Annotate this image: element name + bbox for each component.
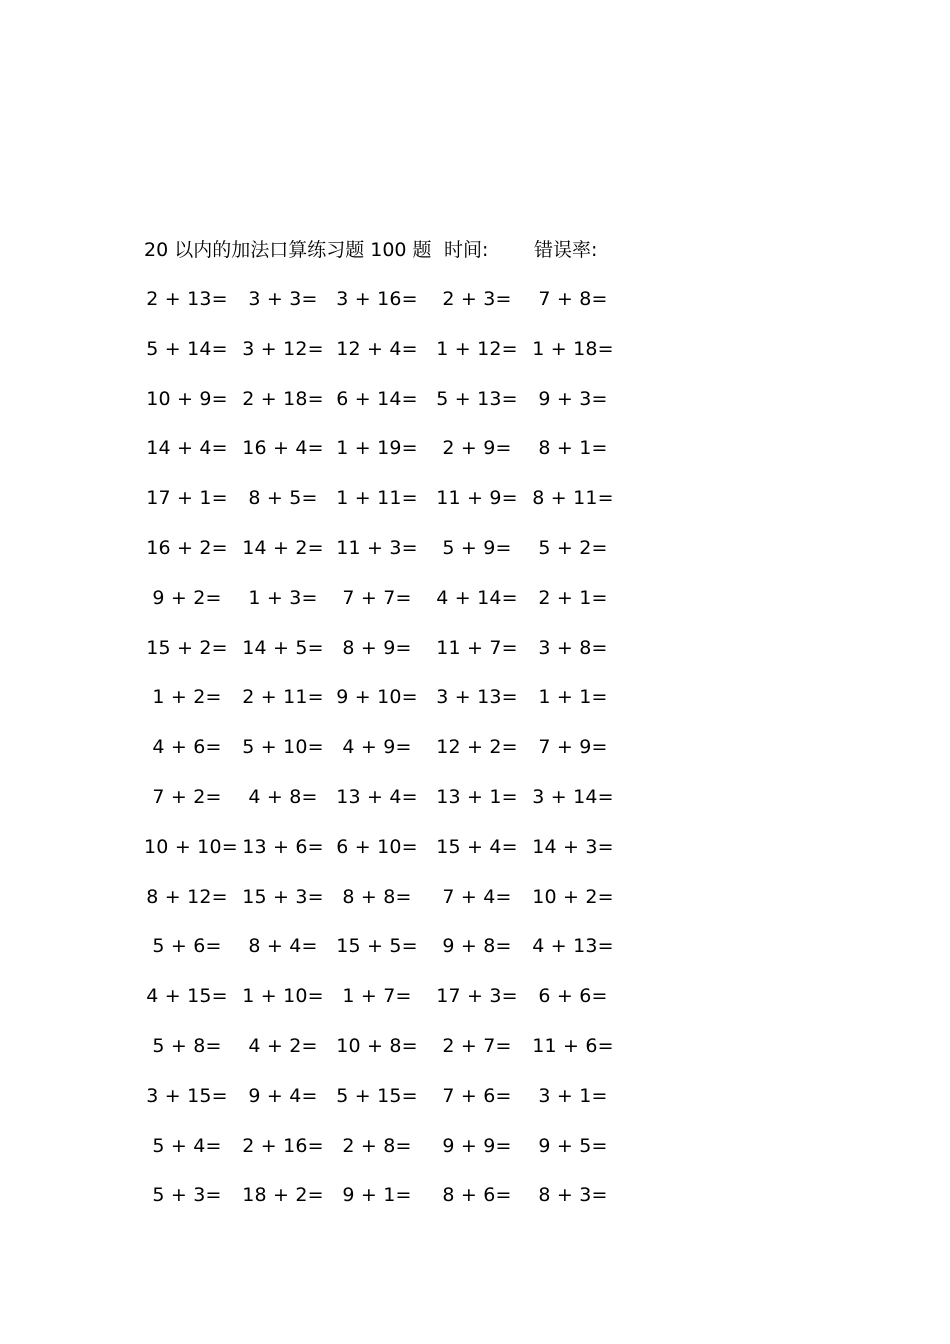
problem-item: 1 + 7= [342,985,412,1008]
problem-item: 15 + 5= [336,935,418,958]
problem-item: 14 + 3= [532,835,614,858]
problem-item: 6 + 14= [336,387,418,410]
problem-item: 1 + 19= [336,437,418,460]
problem-item: 5 + 10= [242,736,324,759]
problem-item: 1 + 18= [532,337,614,360]
problem-row [144,981,664,1031]
problem-item: 8 + 5= [248,487,318,510]
problem-item: 3 + 8= [538,636,608,659]
problem-item: 2 + 8= [342,1134,412,1157]
problem-item: 3 + 15= [146,1084,228,1107]
problem-item: 4 + 9= [342,736,412,759]
problem-row [144,931,664,981]
problem-row [144,483,664,533]
problem-item: 16 + 2= [146,536,228,559]
problem-row [144,433,664,483]
problem-item: 15 + 3= [242,885,324,908]
problem-item: 3 + 3= [248,288,318,310]
problem-item: 10 + 2= [532,885,614,908]
problem-item: 14 + 5= [242,636,324,659]
problem-item: 16 + 4= [242,437,324,460]
problem-item: 9 + 1= [342,1184,412,1207]
problem-item: 5 + 9= [442,536,512,559]
problem-row [144,1131,664,1181]
problem-item: 14 + 2= [242,536,324,559]
problem-item: 5 + 14= [146,337,228,360]
problem-item: 9 + 4= [248,1084,318,1107]
problem-item: 12 + 4= [336,337,418,360]
problem-item: 17 + 3= [436,985,518,1008]
problem-row [144,1081,664,1131]
problem-row [144,633,664,683]
problem-item: 1 + 3= [248,586,318,609]
problem-item: 10 + 10= [144,835,238,858]
problem-item: 8 + 4= [248,935,318,958]
problem-item: 4 + 6= [152,736,222,759]
problem-item: 5 + 15= [336,1084,418,1107]
problem-item: 15 + 4= [436,835,518,858]
problem-item: 3 + 13= [436,686,518,709]
problem-item: 1 + 12= [436,337,518,360]
problem-item: 7 + 8= [538,288,608,310]
problem-row [144,533,664,583]
problem-item: 6 + 10= [336,835,418,858]
problem-item: 5 + 13= [436,387,518,410]
problem-item: 13 + 4= [336,785,418,808]
problem-item: 8 + 6= [442,1184,512,1207]
problem-item: 10 + 8= [336,1034,418,1057]
problem-item: 8 + 3= [538,1184,608,1207]
problem-row [144,334,664,384]
problem-row [144,832,664,882]
problem-item: 1 + 1= [538,686,608,709]
problem-item: 9 + 9= [442,1134,512,1157]
problem-item: 2 + 7= [442,1034,512,1057]
problem-item: 7 + 6= [442,1084,512,1107]
problem-row [144,583,664,633]
time-label: 时间: [444,239,489,261]
problem-item: 4 + 14= [436,586,518,609]
problem-item: 8 + 11= [532,487,614,510]
problem-item: 5 + 8= [152,1034,222,1057]
problem-item: 3 + 16= [336,288,418,310]
problem-item: 8 + 8= [342,885,412,908]
problem-item: 2 + 16= [242,1134,324,1157]
problem-row [144,682,664,732]
problem-row [144,882,664,932]
problem-row [144,732,664,782]
error-rate-label: 错误率: [534,239,598,261]
problem-item: 13 + 1= [436,785,518,808]
problem-item: 2 + 18= [242,387,324,410]
problem-row [144,384,664,434]
problem-item: 10 + 9= [146,387,228,410]
problem-item: 7 + 4= [442,885,512,908]
problem-row [144,284,664,334]
problem-item: 1 + 2= [152,686,222,709]
problem-item: 18 + 2= [242,1184,324,1207]
problem-row [144,1031,664,1081]
problem-item: 7 + 7= [342,586,412,609]
problem-item: 9 + 10= [336,686,418,709]
problem-item: 2 + 11= [242,686,324,709]
worksheet-title: 20 以内的加法口算练习题 100 题 [144,239,432,261]
problem-item: 5 + 6= [152,935,222,958]
problem-item: 17 + 1= [146,487,228,510]
problem-row [144,782,664,832]
problem-item: 1 + 10= [242,985,324,1008]
problem-item: 6 + 6= [538,985,608,1008]
problem-grid [144,284,664,1230]
problem-item: 9 + 3= [538,387,608,410]
problem-item: 9 + 8= [442,935,512,958]
problem-item: 7 + 2= [152,785,222,808]
problem-item: 11 + 7= [436,636,518,659]
problem-item: 5 + 2= [538,536,608,559]
problem-item: 14 + 4= [146,437,228,460]
problem-item: 2 + 1= [538,586,608,609]
problem-item: 4 + 15= [146,985,228,1008]
problem-item: 15 + 2= [146,636,228,659]
problem-item: 7 + 9= [538,736,608,759]
problem-item: 2 + 13= [146,288,228,310]
problem-item: 1 + 11= [336,487,418,510]
problem-item: 8 + 9= [342,636,412,659]
problem-item: 5 + 3= [152,1184,222,1207]
problem-item: 11 + 9= [436,487,518,510]
problem-item: 8 + 12= [146,885,228,908]
problem-item: 11 + 3= [336,536,418,559]
problem-item: 3 + 14= [532,785,614,808]
problem-row [144,1180,664,1230]
problem-item: 4 + 8= [248,785,318,808]
problem-item: 3 + 1= [538,1084,608,1107]
problem-item: 9 + 2= [152,586,222,609]
problem-item: 11 + 6= [532,1034,614,1057]
problem-item: 13 + 6= [242,835,324,858]
problem-item: 4 + 13= [532,935,614,958]
problem-item: 5 + 4= [152,1134,222,1157]
problem-item: 8 + 1= [538,437,608,460]
problem-item: 4 + 2= [248,1034,318,1057]
problem-item: 12 + 2= [436,736,518,759]
problem-item: 3 + 12= [242,337,324,360]
problem-item: 9 + 5= [538,1134,608,1157]
problem-item: 2 + 9= [442,437,512,460]
problem-item: 2 + 3= [442,288,512,310]
